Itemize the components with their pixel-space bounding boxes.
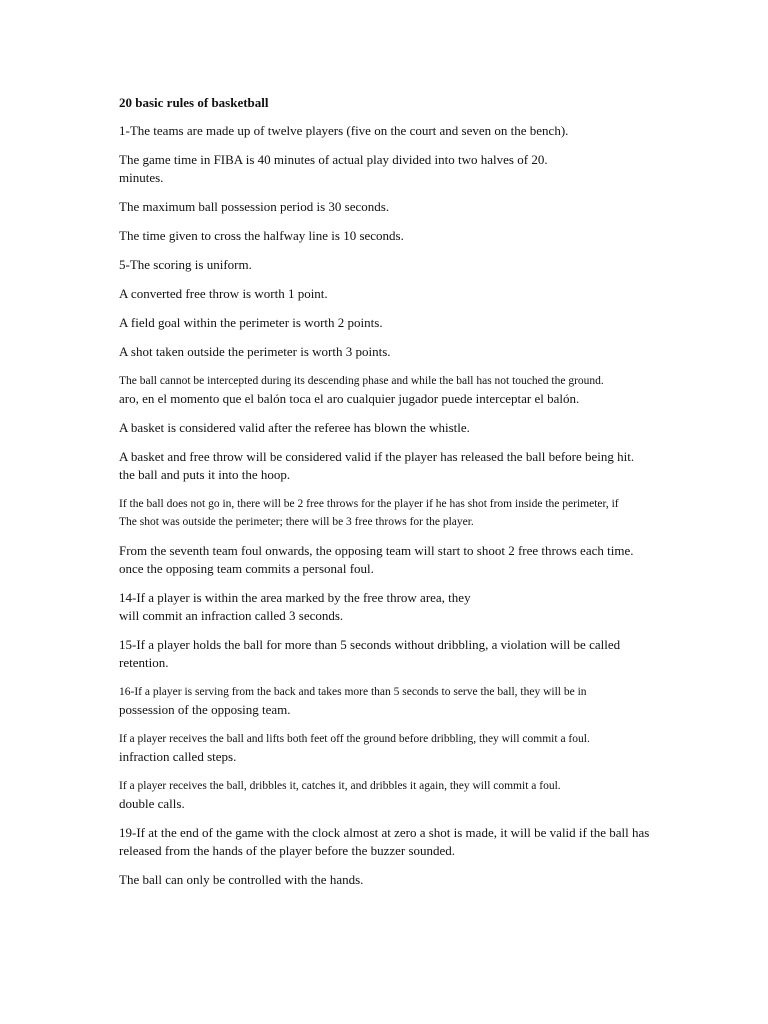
paragraph-line: aro, en el momento que el balón toca el aro cualquier jugador puede interceptar el balón. <box>119 391 580 406</box>
paragraph-line: 14-If a player is within the area marked by the free throw area, they <box>119 590 471 605</box>
rule-paragraph <box>119 122 719 140</box>
paragraph-line: If a player receives the ball and lifts both feet off the ground before dribbling, they will commit a foul. <box>119 733 590 745</box>
rule-paragraph <box>119 151 719 187</box>
paragraph-line: 16-If a player is serving from the back and takes more than 5 seconds to serve the ball, they will be in <box>119 686 587 698</box>
paragraph-line: possession of the opposing team. <box>119 702 291 717</box>
rule-paragraph <box>119 871 719 889</box>
paragraph-line: The time given to cross the halfway line is 10 seconds. <box>119 228 404 243</box>
paragraph-line: minutes. <box>119 170 164 185</box>
rule-paragraph <box>119 343 719 361</box>
paragraph-line: A field goal within the perimeter is worth 2 points. <box>119 315 383 330</box>
rule-paragraph <box>119 730 719 766</box>
rule-paragraph <box>119 495 719 531</box>
paragraph-line: released from the hands of the player before the buzzer sounded. <box>119 843 456 858</box>
document-page <box>119 95 719 900</box>
paragraph-line: If the ball does not go in, there will be 2 free throws for the player if he has shot from inside the perimeter, if <box>119 498 619 510</box>
rule-paragraph <box>119 285 719 303</box>
paragraph-line: If a player receives the ball, dribbles it, catches it, and dribbles it again, they will commit a foul. <box>119 780 561 792</box>
rule-paragraph <box>119 419 719 437</box>
paragraph-line: The ball can only be controlled with the hands. <box>119 872 364 887</box>
paragraph-line: A basket and free throw will be considered valid if the player has released the ball before being hit. <box>119 449 635 464</box>
rule-paragraph <box>119 636 719 672</box>
paragraph-line: The ball cannot be intercepted during its descending phase and while the ball has not touched the ground. <box>119 375 604 387</box>
paragraph-line: retention. <box>119 655 169 670</box>
rule-paragraph <box>119 256 719 274</box>
paragraph-line: infraction called steps. <box>119 749 237 764</box>
document-title: 20 basic rules of basketball <box>119 95 269 110</box>
rule-paragraph <box>119 448 719 484</box>
paragraph-line: 15-If a player holds the ball for more than 5 seconds without dribbling, a violation will be called <box>119 637 621 652</box>
paragraph-line: 5-The scoring is uniform. <box>119 257 252 272</box>
paragraph-line: A converted free throw is worth 1 point. <box>119 286 328 301</box>
rule-paragraph <box>119 198 719 216</box>
paragraph-line: A basket is considered valid after the referee has blown the whistle. <box>119 420 470 435</box>
rule-paragraph <box>119 227 719 245</box>
paragraph-line: 19-If at the end of the game with the clock almost at zero a shot is made, it will be valid if the ball has <box>119 825 650 840</box>
rule-paragraph <box>119 589 719 625</box>
paragraph-line: 1-The teams are made up of twelve players (five on the court and seven on the bench). <box>119 123 569 138</box>
rule-paragraph <box>119 777 719 813</box>
rule-paragraph <box>119 824 719 860</box>
paragraph-line: The maximum ball possession period is 30 seconds. <box>119 199 390 214</box>
rule-paragraph <box>119 542 719 578</box>
paragraph-line: double calls. <box>119 796 185 811</box>
paragraph-line: A shot taken outside the perimeter is worth 3 points. <box>119 344 391 359</box>
rule-paragraph <box>119 683 719 719</box>
rule-paragraph <box>119 314 719 332</box>
paragraph-line: once the opposing team commits a personal foul. <box>119 561 374 576</box>
rule-paragraph <box>119 372 719 408</box>
paragraph-line: the ball and puts it into the hoop. <box>119 467 291 482</box>
paragraph-line: will commit an infraction called 3 seconds. <box>119 608 344 623</box>
paragraph-line: From the seventh team foul onwards, the opposing team will start to shoot 2 free throws each time. <box>119 543 634 558</box>
paragraph-line: The game time in FIBA is 40 minutes of actual play divided into two halves of 20. <box>119 152 548 167</box>
paragraph-line: The shot was outside the perimeter; there will be 3 free throws for the player. <box>119 516 474 528</box>
